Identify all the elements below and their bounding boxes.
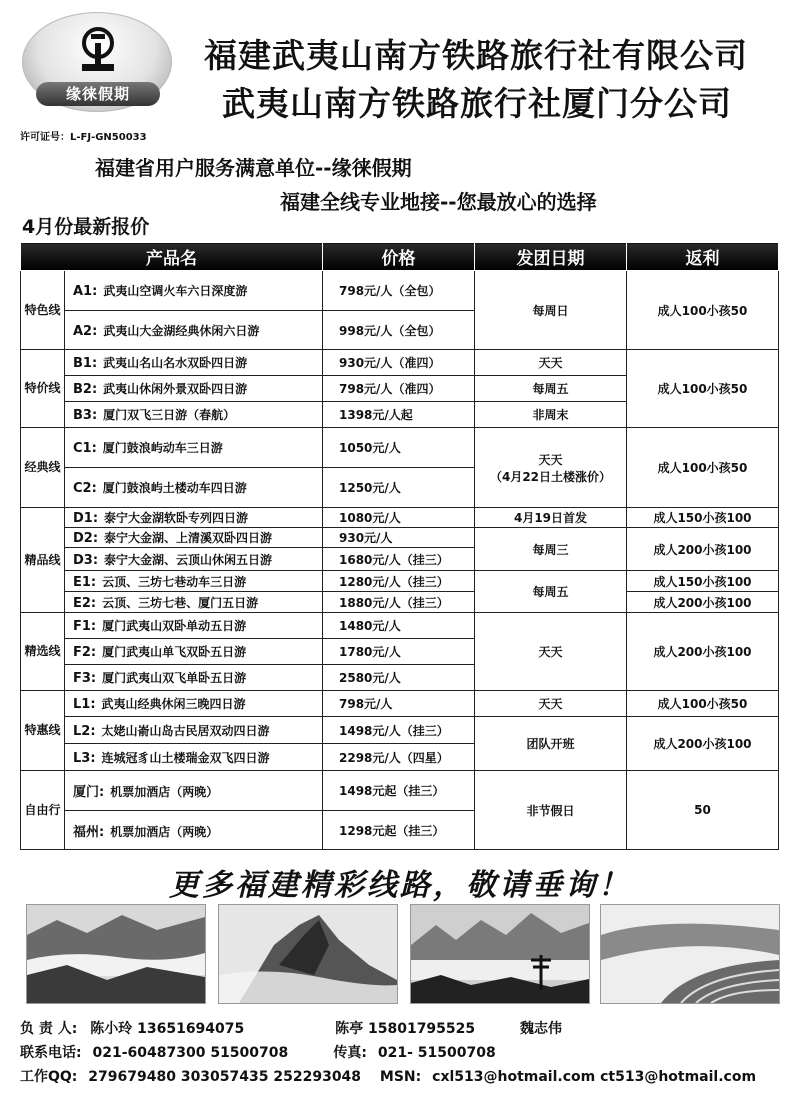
fax-number: 021- 51500708: [377, 1045, 496, 1061]
date-cell: 每周日: [475, 271, 627, 350]
rebate-cell: 成人100小孩50: [627, 691, 779, 717]
price-cell: 930元/人: [323, 528, 475, 548]
table-row: [21, 428, 779, 468]
table-row: [21, 691, 779, 717]
rebate-cell: 成人200小孩100: [627, 592, 779, 613]
header-rebate: 返利: [627, 243, 779, 271]
landscape-photo-1: [26, 904, 206, 1004]
product-cell: C1: 厦门鼓浪屿动车三日游: [65, 428, 323, 468]
railway-emblem-icon: [78, 26, 118, 74]
table-header-row: [21, 243, 779, 271]
table-row: [21, 571, 779, 592]
rebate-cell: 成人150小孩100: [627, 571, 779, 592]
price-cell: 1050元/人: [323, 428, 475, 468]
contact-person-3: 魏志伟: [519, 1021, 562, 1037]
table-row: [21, 508, 779, 528]
price-table: [20, 242, 779, 850]
table-row: [21, 271, 779, 311]
product-cell: E1: 云顶、三坊七巷动车三日游: [65, 571, 323, 592]
landscape-photo-3: [410, 904, 590, 1004]
price-cell: 1880元/人（挂三）: [323, 592, 475, 613]
category-label: 自由行: [21, 771, 65, 850]
price-cell: 798元/人（全包）: [323, 271, 475, 311]
rebate-cell: 成人100小孩50: [627, 428, 779, 508]
price-cell: 1250元/人: [323, 468, 475, 508]
slogan-line-2: 福建全线专业地接--您最放心的选择: [280, 190, 597, 214]
price-cell: 2298元/人（四星）: [323, 744, 475, 771]
table-row: [21, 717, 779, 744]
table-row: [21, 771, 779, 811]
landscape-photo-2: [218, 904, 398, 1004]
rebate-cell: 成人200小孩100: [627, 528, 779, 571]
date-cell: 团队开班: [475, 717, 627, 771]
category-label: 精选线: [21, 613, 65, 691]
logo-text: 缘徕假期: [36, 82, 160, 106]
product-cell: D3: 泰宁大金湖、云顶山休闲五日游: [65, 548, 323, 571]
date-cell: 4月19日首发: [475, 508, 627, 528]
date-cell: 天天: [475, 613, 627, 691]
date-cell: 每周三: [475, 528, 627, 571]
fax-label: 传真:: [333, 1045, 367, 1061]
contact-person-1: 陈小玲 13651694075: [90, 1021, 245, 1037]
product-cell: B2: 武夷山休闲外景双卧四日游: [65, 376, 323, 402]
product-cell: E2: 云顶、三坊七巷、厦门五日游: [65, 592, 323, 613]
category-label: 特惠线: [21, 691, 65, 771]
rebate-cell: 成人100小孩50: [627, 350, 779, 428]
rebate-cell: 成人150小孩100: [627, 508, 779, 528]
price-cell: 1480元/人: [323, 613, 475, 639]
qq-numbers: 279679480 303057435 252293048: [88, 1069, 362, 1085]
price-cell: 998元/人（全包）: [323, 311, 475, 350]
msn-addresses: cxl513@hotmail.com ct513@hotmail.com: [432, 1069, 757, 1085]
price-cell: 1498元起（挂三）: [323, 771, 475, 811]
product-cell: C2: 厦门鼓浪屿土楼动车四日游: [65, 468, 323, 508]
logo: [22, 12, 174, 116]
header-product: 产品名: [21, 243, 323, 271]
rebate-cell: 50: [627, 771, 779, 850]
price-cell: 798元/人: [323, 691, 475, 717]
date-cell: 每周五: [475, 571, 627, 613]
date-cell: 非周末: [475, 402, 627, 428]
price-cell: 1398元/人起: [323, 402, 475, 428]
section-title: 4月份最新报价: [22, 216, 150, 238]
table-row: [21, 613, 779, 639]
price-cell: 798元/人（准四）: [323, 376, 475, 402]
header-date: 发团日期: [475, 243, 627, 271]
header-price: 价格: [323, 243, 475, 271]
price-cell: 1280元/人（挂三）: [323, 571, 475, 592]
product-cell: F2: 厦门武夷山单飞双卧五日游: [65, 639, 323, 665]
product-cell: L3: 连城冠豸山土楼瑞金双飞四日游: [65, 744, 323, 771]
product-cell: A2: 武夷山大金湖经典休闲六日游: [65, 311, 323, 350]
product-cell: A1: 武夷山空调火车六日深度游: [65, 271, 323, 311]
product-cell: 福州: 机票加酒店（两晚）: [65, 811, 323, 850]
promo-banner: 更多福建精彩线路，敬请垂询！: [169, 868, 631, 903]
product-cell: B3: 厦门双飞三日游（春航）: [65, 402, 323, 428]
contact-person-2: 陈亭 15801795525: [335, 1021, 476, 1037]
company-name-branch: 武夷山南方铁路旅行社厦门分公司: [222, 84, 732, 123]
date-cell: 天天 （4月22日土楼涨价）: [475, 428, 627, 508]
phone-number: 021-60487300 51500708: [92, 1045, 289, 1061]
product-cell: 厦门: 机票加酒店（两晚）: [65, 771, 323, 811]
product-cell: F3: 厦门武夷山双飞单卧五日游: [65, 665, 323, 691]
table-row: [21, 592, 779, 613]
price-cell: 1780元/人: [323, 639, 475, 665]
table-row: [21, 350, 779, 376]
price-cell: 1680元/人（挂三）: [323, 548, 475, 571]
phone-label: 联系电话:: [20, 1045, 82, 1061]
price-cell: 1080元/人: [323, 508, 475, 528]
responsible-label: 负 责 人:: [20, 1021, 78, 1037]
date-cell: 天天: [475, 691, 627, 717]
product-cell: B1: 武夷山名山名水双卧四日游: [65, 350, 323, 376]
product-cell: L1: 武夷山经典休闲三晚四日游: [65, 691, 323, 717]
price-cell: 1298元起（挂三）: [323, 811, 475, 850]
qq-label: 工作QQ:: [20, 1069, 78, 1085]
price-cell: 930元/人（准四）: [323, 350, 475, 376]
product-cell: D2: 泰宁大金湖、上清溪双卧四日游: [65, 528, 323, 548]
price-cell: 1498元/人（挂三）: [323, 717, 475, 744]
category-label: 精品线: [21, 508, 65, 613]
landscape-photo-4: [600, 904, 780, 1004]
rebate-cell: 成人200小孩100: [627, 717, 779, 771]
table-row: [21, 528, 779, 548]
contact-qq-msn: [20, 1066, 756, 1086]
product-cell: F1: 厦门武夷山双卧单动五日游: [65, 613, 323, 639]
price-cell: 2580元/人: [323, 665, 475, 691]
license-number: 许可证号：L-FJ-GN50033: [20, 132, 147, 143]
rebate-cell: 成人100小孩50: [627, 271, 779, 350]
category-label: 经典线: [21, 428, 65, 508]
product-cell: D1: 泰宁大金湖软卧专列四日游: [65, 508, 323, 528]
product-cell: L2: 太姥山嵛山岛古民居双动四日游: [65, 717, 323, 744]
msn-label: MSN:: [379, 1069, 422, 1085]
contact-responsible: [20, 1018, 562, 1038]
category-label: 特色线: [21, 271, 65, 350]
company-name-primary: 福建武夷山南方铁路旅行社有限公司: [204, 36, 748, 75]
contact-phone-fax: [20, 1042, 496, 1062]
date-cell: 天天: [475, 350, 627, 376]
date-cell: 非节假日: [475, 771, 627, 850]
rebate-cell: 成人200小孩100: [627, 613, 779, 691]
category-label: 特价线: [21, 350, 65, 428]
slogan-line-1: 福建省用户服务满意单位--缘徕假期: [95, 156, 412, 180]
date-cell: 每周五: [475, 376, 627, 402]
